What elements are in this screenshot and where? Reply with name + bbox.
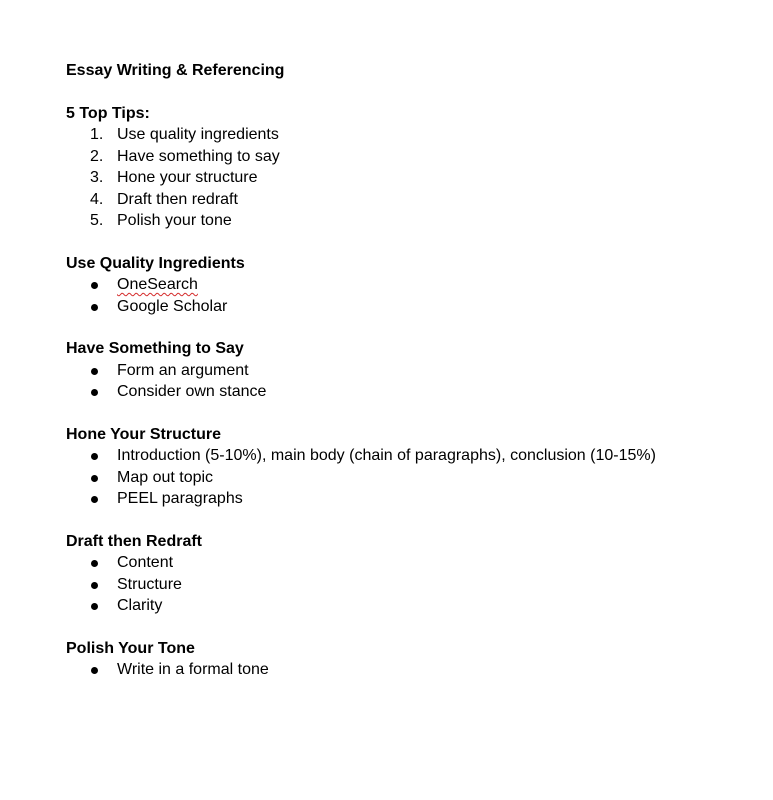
list-number: 3. xyxy=(90,169,104,186)
list-item xyxy=(66,274,756,296)
bullet-icon xyxy=(91,560,98,567)
section-heading: Draft then Redraft xyxy=(66,532,203,550)
list-item-text: Content xyxy=(117,554,174,571)
section-heading: Hone Your Structure xyxy=(66,425,221,443)
list-item xyxy=(66,595,756,617)
list-item-text: PEEL paragraphs xyxy=(117,490,243,507)
list-number: 1. xyxy=(90,126,104,143)
list-item-text: Google Scholar xyxy=(117,297,228,315)
list-item-text: Consider own stance xyxy=(117,383,267,400)
bullet-icon xyxy=(91,667,98,674)
spacer xyxy=(66,510,756,531)
spacer xyxy=(66,232,756,253)
bullet-list xyxy=(66,274,756,317)
document-page xyxy=(66,60,756,681)
tips-numbered-list xyxy=(66,124,756,232)
list-number: 4. xyxy=(90,190,104,208)
bullet-icon xyxy=(91,582,98,589)
list-item xyxy=(66,210,756,232)
list-item-text: Form an argument xyxy=(117,361,249,379)
bullet-list xyxy=(66,360,756,403)
list-item-text: Polish your tone xyxy=(117,212,232,229)
list-item xyxy=(66,488,756,510)
bullet-icon xyxy=(91,282,98,289)
list-item xyxy=(66,189,756,211)
document-title: Essay Writing & Referencing xyxy=(66,62,285,79)
bullet-list xyxy=(66,552,756,617)
list-item-text: Use quality ingredients xyxy=(117,126,279,143)
list-item xyxy=(66,167,756,189)
bullet-icon xyxy=(91,453,98,460)
list-item xyxy=(66,552,756,574)
list-item xyxy=(66,360,756,382)
section-heading: Have Something to Say xyxy=(66,340,244,357)
bullet-icon xyxy=(91,496,98,503)
list-item-text: Draft then redraft xyxy=(117,190,238,208)
list-number: 2. xyxy=(90,147,104,165)
spacer xyxy=(66,82,756,103)
bullet-icon xyxy=(91,475,98,482)
list-item-text: OneSearch xyxy=(117,276,198,293)
list-number: 5. xyxy=(90,212,104,229)
list-item xyxy=(66,381,756,403)
bullet-list xyxy=(66,445,756,510)
list-item-text: Introduction (5-10%), main body (chain of paragraphs), conclusion (10-15%) xyxy=(117,447,656,464)
list-item xyxy=(66,146,756,168)
bullet-icon xyxy=(91,389,98,396)
section-heading: Use Quality Ingredients xyxy=(66,254,245,272)
list-item xyxy=(66,296,756,318)
spacer xyxy=(66,403,756,424)
section-heading: Polish Your Tone xyxy=(66,639,195,657)
list-item-text: Write in a formal tone xyxy=(117,661,269,678)
list-item-text: Map out topic xyxy=(117,468,214,486)
tips-heading: 5 Top Tips: xyxy=(66,104,150,122)
list-item-text: Clarity xyxy=(117,597,163,614)
list-item xyxy=(66,467,756,489)
list-item xyxy=(66,124,756,146)
list-item xyxy=(66,659,756,681)
list-item-text: Structure xyxy=(117,575,182,593)
list-item xyxy=(66,445,756,467)
bullet-icon xyxy=(91,368,98,375)
list-item-text: Hone your structure xyxy=(117,169,258,186)
list-item-text: Have something to say xyxy=(117,147,280,165)
bullet-icon xyxy=(91,603,98,610)
spacer xyxy=(66,317,756,338)
spacer xyxy=(66,617,756,638)
bullet-list xyxy=(66,659,756,681)
bullet-icon xyxy=(91,304,98,311)
list-item xyxy=(66,574,756,596)
